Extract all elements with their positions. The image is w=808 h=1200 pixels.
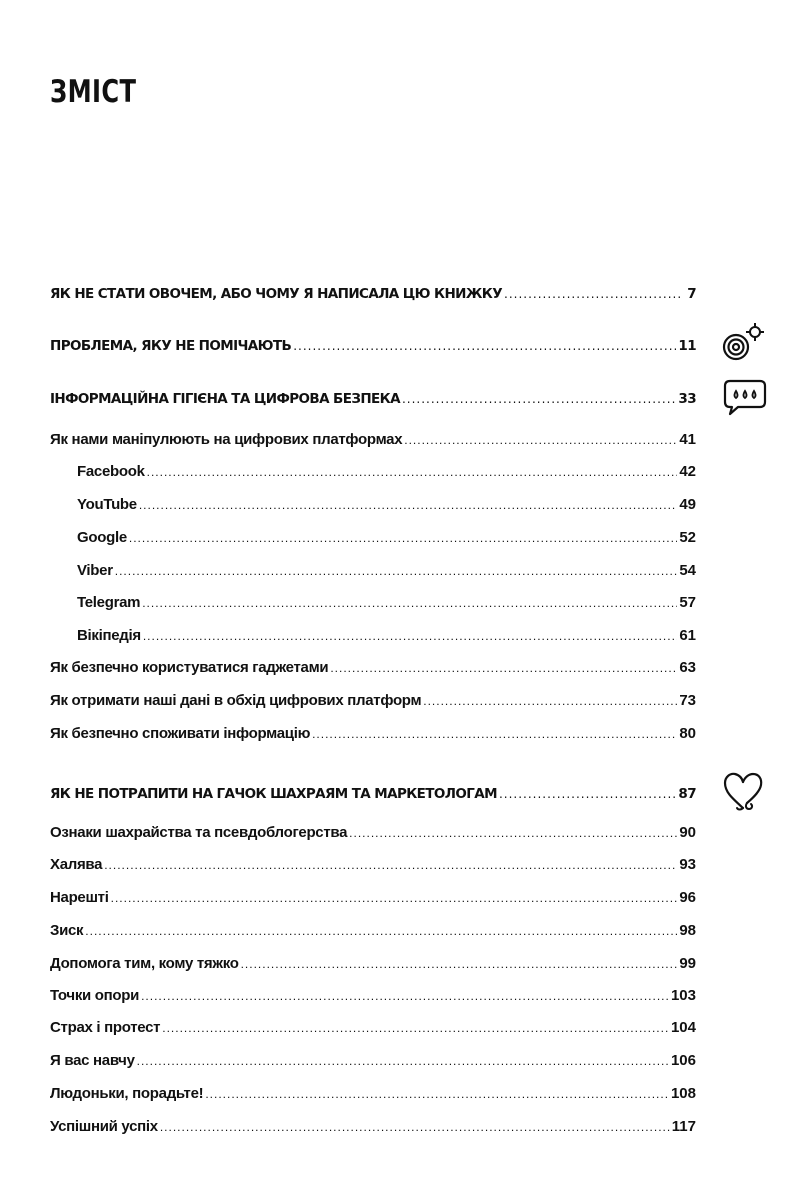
speech-bubble-drops-icon [722, 378, 768, 418]
dot-leader [330, 659, 677, 677]
toc-page-number: 117 [671, 1118, 696, 1135]
dot-leader [141, 987, 669, 1005]
dot-leader [205, 1085, 669, 1103]
toc-page-number: 98 [679, 922, 696, 939]
toc-section-scammers[interactable] [50, 779, 696, 803]
toc-section-info-hygiene[interactable] [50, 384, 696, 408]
dot-leader [104, 856, 677, 874]
toc-subentry-youtube[interactable] [77, 490, 696, 514]
toc-chapter-gadgets[interactable] [50, 653, 696, 677]
toc-chapter-teach-you[interactable] [50, 1046, 696, 1070]
toc-page-number: 11 [678, 338, 696, 354]
toc-page-number: 80 [679, 725, 696, 742]
toc-page-number: 63 [679, 659, 696, 676]
toc-page-number: 52 [679, 529, 696, 546]
toc-chapter-manipulation[interactable] [50, 425, 696, 449]
toc-page-number: 106 [670, 1052, 696, 1069]
dot-leader [143, 627, 677, 645]
toc-entry-label: Людоньки, порадьте! [50, 1085, 204, 1102]
toc-entry-label: Допомога тим, кому тяжко [50, 955, 239, 972]
dot-leader [404, 431, 677, 449]
toc-page-number: 7 [687, 286, 696, 302]
toc-chapter-consume-info[interactable] [50, 719, 696, 743]
toc-page-number: 90 [679, 824, 696, 841]
toc-entry-label: ЯК НЕ ПОТРАПИТИ НА ГАЧОК ШАХРАЯМ ТА МАРКЕТОЛОГАМ [50, 786, 497, 802]
toc-chapter-finally[interactable] [50, 883, 696, 907]
dot-leader [137, 1052, 669, 1070]
toc-chapter-success[interactable] [50, 1112, 696, 1136]
dot-leader [139, 496, 677, 514]
toc-subentry-facebook[interactable] [77, 457, 696, 481]
toc-entry-label: Халява [50, 856, 103, 873]
dot-leader [129, 529, 677, 547]
dot-leader [115, 562, 678, 580]
toc-entry-label: Viber [77, 562, 113, 579]
fishing-hook-heart-icon [722, 770, 768, 810]
toc-page-number: 49 [679, 496, 696, 513]
toc-page-number: 96 [679, 889, 696, 906]
dot-leader [504, 285, 680, 303]
toc-page-number: 93 [679, 856, 696, 873]
toc-page-number: 104 [670, 1019, 696, 1036]
dot-leader [162, 1019, 669, 1037]
toc-entry-label: Зиск [50, 922, 84, 939]
toc-chapter-fraud-signs[interactable] [50, 818, 696, 842]
toc-entry-label: Як безпечно споживати інформацію [50, 725, 311, 742]
toc-page-number: 87 [678, 786, 696, 802]
toc-entry-label: Google [77, 529, 127, 546]
toc-chapter-our-data[interactable] [50, 686, 696, 710]
toc-chapter-help[interactable] [50, 949, 696, 973]
dot-leader [147, 463, 678, 481]
toc-entry-label: Страх і протест [50, 1019, 161, 1036]
dot-leader [241, 955, 678, 973]
toc-chapter-advise[interactable] [50, 1079, 696, 1103]
toc-entry-label: Точки опори [50, 987, 140, 1004]
toc-entry-label: Як нами маніпулюють на цифрових платформах [50, 431, 403, 448]
toc-entry-label: Як безпечно користуватися гаджетами [50, 659, 329, 676]
toc-subentry-google[interactable] [77, 523, 696, 547]
dot-leader [293, 337, 676, 355]
toc-subentry-viber[interactable] [77, 556, 696, 580]
toc-page-number: 108 [670, 1085, 696, 1102]
toc-page-number: 42 [679, 463, 696, 480]
toc-entry-label: Нарешті [50, 889, 109, 906]
toc-section-problem[interactable] [50, 331, 696, 355]
toc-entry-label: Як отримати наші дані в обхід цифрових платформ [50, 692, 422, 709]
dot-leader [312, 725, 677, 743]
toc-page-number: 103 [670, 987, 696, 1004]
toc-entry-label: Я вас навчу [50, 1052, 135, 1069]
dot-leader [111, 889, 678, 907]
toc-entry-label: Facebook [77, 463, 145, 480]
dot-leader [499, 785, 676, 803]
toc-entry-label: Вікіпедія [77, 627, 141, 644]
page-title: ЗМІСТ [50, 74, 137, 110]
toc-entry-label: Telegram [77, 594, 141, 611]
toc-entry-label: ЯК НЕ СТАТИ ОВОЧЕМ, АБО ЧОМУ Я НАПИСАЛА ЦЮ КНИЖКУ [50, 286, 503, 302]
dot-leader [160, 1118, 670, 1136]
toc-chapter-fear-protest[interactable] [50, 1013, 696, 1037]
toc-page-number: 57 [679, 594, 696, 611]
toc-page-number: 33 [678, 391, 696, 407]
target-crosshair-icon [722, 322, 768, 362]
toc-page-number: 54 [679, 562, 696, 579]
dot-leader [85, 922, 677, 940]
toc-chapter-support-points[interactable] [50, 981, 696, 1005]
toc-subentry-telegram[interactable] [77, 588, 696, 612]
dot-leader [142, 594, 677, 612]
toc-page-number: 41 [679, 431, 696, 448]
toc-page-number: 73 [679, 692, 696, 709]
toc-chapter-profit[interactable] [50, 916, 696, 940]
toc-subentry-wikipedia[interactable] [77, 621, 696, 645]
toc-page-number: 61 [679, 627, 696, 644]
toc-page-number: 99 [679, 955, 696, 972]
toc-entry-label: Успішний успіх [50, 1118, 158, 1135]
toc-entry-label: YouTube [77, 496, 137, 513]
toc-entry-label: Ознаки шахрайства та псевдоблогерства [50, 824, 348, 841]
dot-leader [423, 692, 677, 710]
toc-chapter-freebie[interactable] [50, 850, 696, 874]
dot-leader [349, 824, 677, 842]
toc-entry-label: ІНФОРМАЦІЙНА ГІГІЄНА ТА ЦИФРОВА БЕЗПЕКА [50, 391, 400, 407]
dot-leader [402, 390, 676, 408]
toc-entry-label: ПРОБЛЕМА, ЯКУ НЕ ПОМІЧАЮТЬ [50, 338, 292, 354]
toc-section-intro[interactable] [50, 279, 696, 303]
